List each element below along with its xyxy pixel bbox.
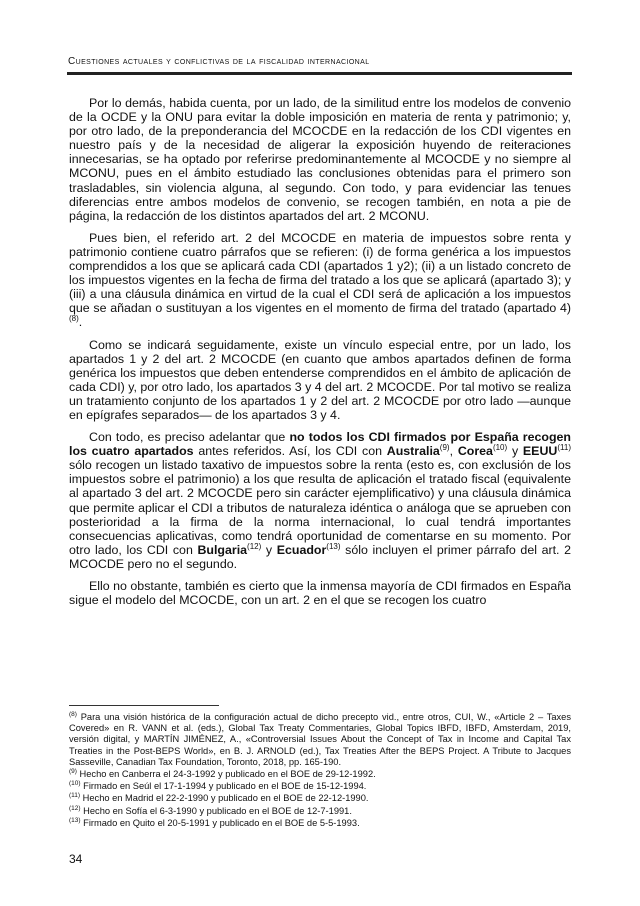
p4-bold-claim: no todos los CDI firmados por España recogen los cuatro apartados <box>69 430 571 459</box>
running-header: Cuestiones actuales y conflictivas de la fiscalidad internacional <box>68 56 370 67</box>
footnote-text: Firmado en Seúl el 17-1-1994 y publicado en el BOE de 15-12-1994. <box>83 781 367 792</box>
footnote-mark: (11) <box>69 792 81 800</box>
paragraph-5: Ello no obstante, también es cierto que la inmensa mayoría de CDI firmados en España sigue el modelo del MCOCDE, con un art. 2 en el que se recogen los cuatro <box>69 579 571 608</box>
footnote-mark: (9) <box>69 767 77 775</box>
footnote-ref-11[interactable]: (11) <box>557 443 571 453</box>
p4-text-2: antes referidos. Así, los CDI con <box>193 444 387 459</box>
paragraph-2-end: . <box>78 315 83 330</box>
footnote-10 <box>69 781 571 792</box>
footnote-8 <box>69 712 571 768</box>
page-number: 34 <box>69 852 83 866</box>
footnote-text: Hecho en Canberra el 24-3-1992 y publicado en el BOE de 29-12-1992. <box>79 769 376 780</box>
footnote-rule <box>69 705 219 706</box>
paragraph-2-text: Pues bien, el referido art. 2 del MCOCDE en materia de impuestos sobre renta y patrimonio contiene cuatro párrafos que se refieren: (i) de forma genérica a los impuestos comprendidos a los que se aplicará cada CDI (apartados 1 y2); (ii) a un listado concreto de los impuestos vigentes en la fecha de firma del tratado a los que se aplicará (apartado 3); y (iii) a una cláusula dinámica en virtud de la cual el CDI será de aplicación a los impuestos que se añadan o sustituyan a los vigentes en el momento de firma del tratado (apartado 4) <box>69 230 571 316</box>
footnote-12 <box>69 806 571 817</box>
footnote-11 <box>69 793 571 804</box>
footnote-ref-10[interactable]: (10) <box>492 443 508 453</box>
p4-text-7: sólo incluyen el primer párrafo del art. 2 MCOCDE pero no el segundo. <box>69 542 571 571</box>
country-corea: Corea <box>457 444 493 459</box>
footnote-text: Para una visión histórica de la configuración actual de dicho precepto vid., entre otros, CUI, W., «Article 2 – Taxes Covered» en R. VANN et al. (eds.), Global Tax Treaty Commentaries, Global Topics IBFD, IBFD, Amsterdam, 2019, versión digital, y MARTÍN JIMÉNEZ, A., «Controversial Issues About the Concept of Tax in Income and Capital Tax Treaties in the Post-BEPS World», en B. J. ARNOLD (ed.), Tax Treaties After the BEPS Project. A Tribute to Jacques Sasseville, Canadian Tax Foundation, Toronto, 2018, pp. 165-190. <box>69 712 571 767</box>
footnote-ref-12[interactable]: (12) <box>247 541 262 551</box>
footnote-13 <box>69 818 571 829</box>
p4-text-5: sólo recogen un listado taxativo de impuestos sobre la renta (esto es, con exclusión de los impuestos sobre el patrimonio) a los que resulta de aplicación el tratado fiscal (equivalente al apartado 3 del art. 2 MCOCDE pero sin carácter ejemplificativo) y una cláusula dinámica que permite aplicar el CDI a tributos de naturaleza idéntica o análoga que se aprueben con posterioridad a la firma de la norma internacional, lo cual tendrá importantes consecuencias aplicativas, como tendrá oportunidad de comentarse en su momento. Por otro lado, los CDI con <box>69 458 571 557</box>
footnote-text: Firmado en Quito el 20-5-1991 y publicado en el BOE de 5-5-1993. <box>83 817 360 828</box>
footnote-mark: (13) <box>69 816 81 824</box>
footnote-ref-8[interactable]: (8) <box>69 314 79 324</box>
p4-text-4: y <box>507 444 523 459</box>
p4-text-1: Con todo, es preciso adelantar que <box>89 430 290 445</box>
paragraph-3: Como se indicará seguidamente, existe un vínculo especial entre, por un lado, los apartados 1 y 2 del art. 2 MCOCDE (en cuanto que ambos apartados definen de forma genérica los impuestos que deben entenderse comprendidos en el ámbito de aplicación de cada CDI) y, por otro lado, los apartados 3 y 4 del art. 2 MCOCDE. Por tal motivo se realiza un tratamiento conjunto de los apartados 1 y 2 del art. 2 MCOCDE por otro lado —aunque en epígrafes separados— de los apartados 3 y 4. <box>69 337 571 422</box>
country-australia: Australia <box>386 444 440 459</box>
header-rule <box>67 72 572 75</box>
paragraph-4 <box>69 430 571 571</box>
footnote-mark: (8) <box>69 710 77 718</box>
p4-text-6: y <box>261 542 277 557</box>
paragraph-1: Por lo demás, habida cuenta, por un lado, de la similitud entre los modelos de convenio de la OCDE y la ONU para evitar la doble imposición en materia de renta y patrimonio; y, por otro lado, de la preponderancia del MCOCDE en la redacción de los CDI vigentes en nuestro país y de la necesidad de aligerar la exposición huyendo de reiteraciones innecesarias, se ha optado por referirse predominantemente al MCOCDE y no siempre al MCONU, pues en el ámbito estudiado las conclusiones obtenidas para el primero son trasladables, sin violencia alguna, al segundo. Con todo, y para evidenciar las tenues diferencias entre ambos modelos de convenio, se recogen también, en nota a pie de página, la redacción de los distintos apartados del art. 2 MCONU. <box>69 96 571 223</box>
footnote-9 <box>69 769 571 780</box>
p4-text-3: , <box>449 444 458 459</box>
country-eeuu: EEUU <box>522 444 558 459</box>
footnote-text: Hecho en Madrid el 22-2-1990 y publicado en el BOE de 22-12-1990. <box>82 793 369 804</box>
footnotes <box>69 712 571 830</box>
body-text <box>69 96 571 615</box>
country-bulgaria: Bulgaria <box>197 542 248 557</box>
footnote-text: Hecho en Sofía el 6-3-1990 y publicado en el BOE de 12-7-1991. <box>83 805 352 816</box>
paragraph-2 <box>69 231 571 330</box>
footnote-ref-9[interactable]: (9) <box>439 443 450 453</box>
footnote-mark: (12) <box>69 804 81 812</box>
footnote-ref-13[interactable]: (13) <box>326 541 341 551</box>
country-ecuador: Ecuador <box>276 542 327 557</box>
footnote-mark: (10) <box>69 780 81 788</box>
